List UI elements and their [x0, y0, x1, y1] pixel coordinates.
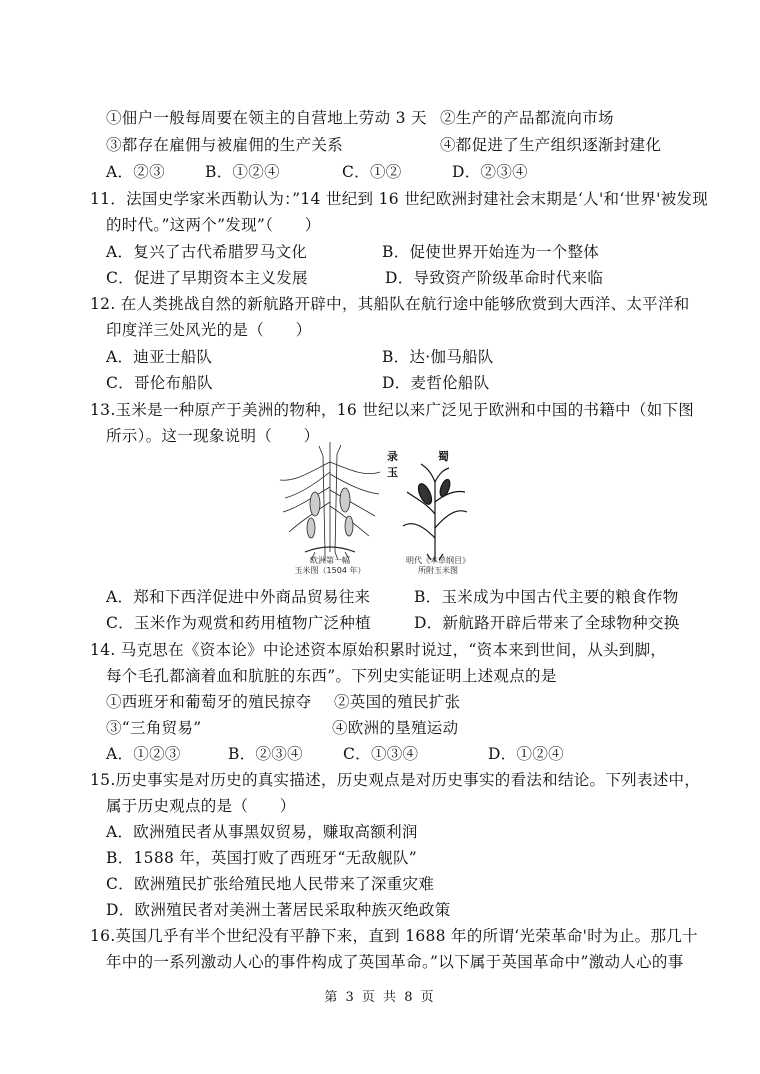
statement-2: ②生产的产品都流向市场 [440, 109, 614, 127]
option-c: C．促进了早期资本主义发展 [106, 269, 308, 287]
question-13-stem: 13.玉米是一种原产于美洲的物种，16 世纪以来广泛见于欧洲和中国的书籍中（如下图 [90, 401, 695, 419]
option-a: A．①②③ [106, 745, 181, 763]
figure-title: 录 蜀 玉 [387, 450, 467, 479]
option-a: A．欧洲殖民者从事黑奴贸易，赚取高额利润 [106, 823, 418, 841]
option-c: C．欧洲殖民扩张给殖民地人民带来了深重灾难 [106, 875, 435, 893]
question-11-stem: 11．法国史学家米西勒认为：”14 世纪到 16 世纪欧洲封建社会末期是‘人'和‘世界'被发现 [90, 190, 709, 208]
question-15-stem-cont: 属于历史观点的是（ ） [106, 797, 296, 815]
page-number-footer: 第 3 页 共 8 页 [324, 990, 436, 1005]
option-d: D．导致资产阶级革命时代来临 [385, 269, 604, 287]
option-d: D．①②④ [488, 745, 564, 763]
european-corn-plant [280, 442, 380, 561]
statement-4: ④都促进了生产组织逐渐封建化 [440, 136, 662, 154]
question-16-stem-cont: 年中的一系列激动人心的事件构成了英国革命。”以下属于英国革命中”激动人心的事 [106, 953, 684, 971]
statement-1: ①西班牙和葡萄牙的殖民掠夺 [106, 693, 312, 711]
option-c: C．玉米作为观赏和药用植物广泛种植 [106, 614, 371, 632]
option-a: A．郑和下西洋促进中外商品贸易往来 [106, 588, 371, 606]
option-b: B．促使世界开始连为一个整体 [382, 243, 600, 261]
right-caption-line-1: 明代《本草纲目》 [406, 556, 470, 565]
option-b: B．达·伽马船队 [382, 348, 494, 366]
option-c: C．哥伦布船队 [106, 374, 213, 392]
statement-4: ④欧洲的垦殖运动 [332, 719, 459, 737]
option-a: A．②③ [106, 163, 165, 181]
left-figure-caption [280, 556, 380, 576]
option-d: D．②③④ [452, 163, 528, 181]
question-14-stem: 14. 马克思在《资本论》中论述资本原始积累时说过，“资本来到世间，从头到脚， [90, 641, 667, 659]
left-caption-line-2: 玉米图（1504 年） [294, 566, 366, 575]
option-c: C．①③④ [343, 745, 419, 763]
statement-2: ②英国的殖民扩张 [334, 693, 461, 711]
question-14-stem-cont: 每个毛孔都滴着血和肮脏的东西”。下列史实能证明上述观点的是 [106, 667, 557, 685]
question-12-stem-cont: 印度洋三处风光的是（ ） [106, 321, 312, 339]
statement-3: ③都存在雇佣与被雇佣的生产关系 [106, 136, 344, 154]
option-c: C．①② [342, 163, 402, 181]
option-b: B．1588 年，英国打败了西班牙“无敌舰队” [106, 849, 418, 867]
option-b: B．玉米成为中国古代主要的粮食作物 [414, 588, 679, 606]
option-d: D．新航路开辟后带来了全球物种交换 [414, 614, 680, 632]
option-d: D．欧洲殖民者对美洲土著居民采取种族灭绝政策 [106, 901, 451, 919]
left-caption-line-1: 欧洲第一幅 [310, 556, 350, 565]
statement-1: ①佃户一般每周要在领主的自营地上劳动 3 天 [106, 109, 427, 127]
question-11-stem-cont: 的时代。”这两个”发现”（ ） [106, 216, 321, 234]
question-15-stem: 15.历史事实是对历史的真实描述，历史观点是对历史事实的看法和结论。下列表述中， [90, 771, 701, 789]
option-a: A．迪亚士船队 [106, 348, 213, 366]
option-b: B．①②④ [205, 163, 280, 181]
option-b: B．②③④ [228, 745, 303, 763]
right-figure-caption [393, 556, 483, 576]
option-d: D．麦哲伦船队 [382, 374, 490, 392]
statement-3: ③“三角贸易” [106, 719, 202, 737]
corn-illustration-figure [275, 442, 490, 580]
right-caption-line-2: 所附玉米图 [418, 566, 458, 575]
question-13-stem-cont: 所示）。这一现象说明（ ） [106, 427, 320, 445]
option-a: A．复兴了古代希腊罗马文化 [106, 243, 308, 261]
question-16-stem: 16.英国几乎有半个世纪没有平静下来，直到 1688 年的所谓‘光荣革命'时为止。那几十 [90, 927, 698, 945]
question-12-stem: 12. 在人类挑战自然的新航路开辟中，其船队在航行途中能够欣赏到大西洋、太平洋和 [90, 295, 690, 313]
